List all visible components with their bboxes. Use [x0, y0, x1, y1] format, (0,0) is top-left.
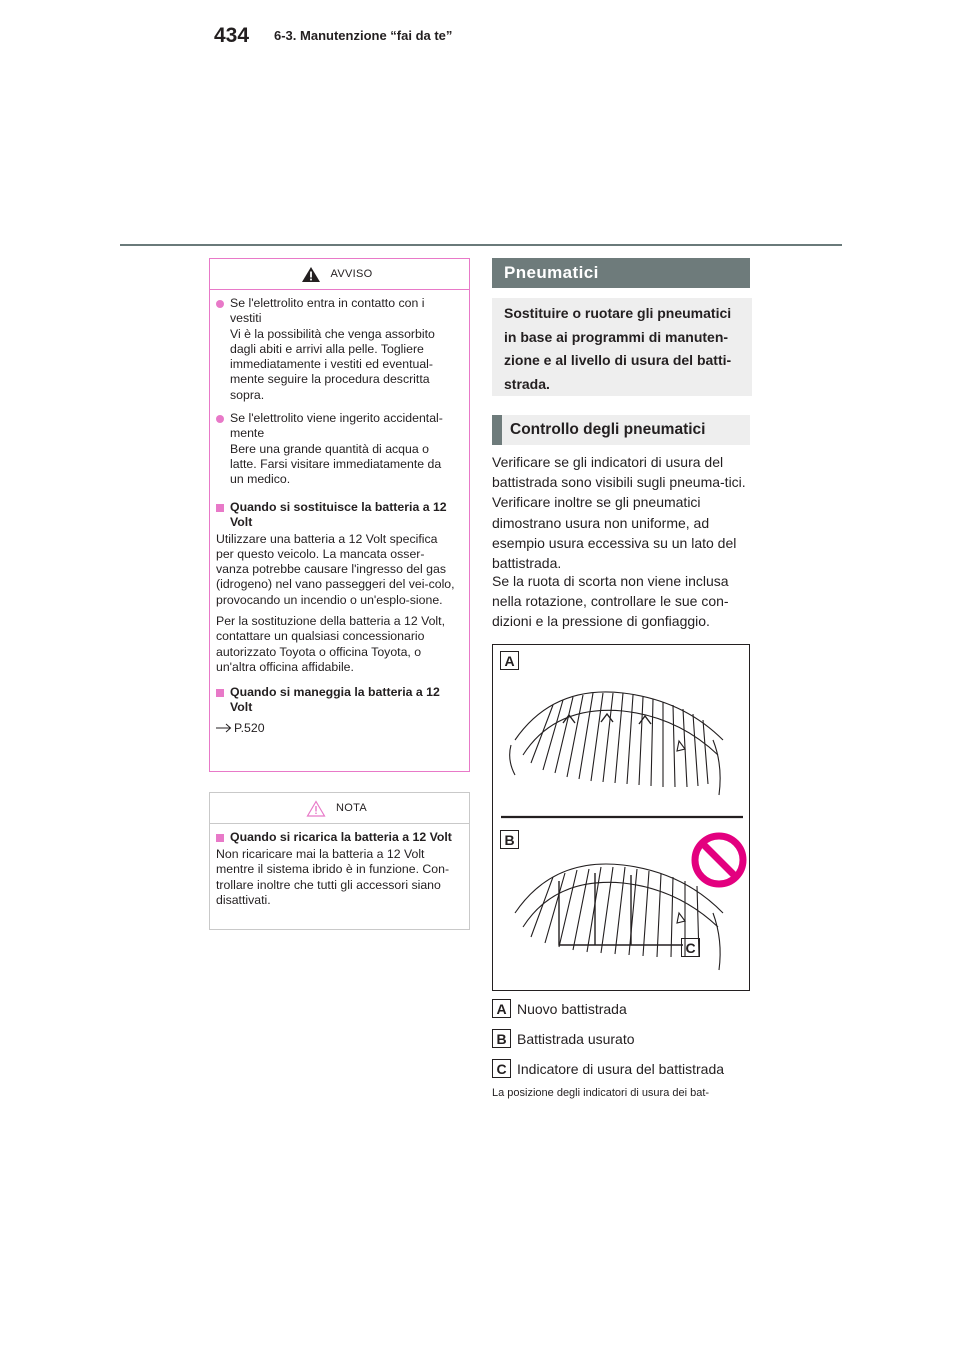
nota-divider [210, 823, 469, 824]
nota-box [209, 792, 470, 930]
section-heading: Quando si maneggia la batteria a 12 Volt [216, 685, 457, 715]
worn-tread-drawing [515, 864, 723, 970]
section-heading: Quando si sostituisce la batteria a 12 Volt [216, 500, 457, 530]
caution-outline-icon [306, 800, 326, 817]
legend-text: Nuovo battistrada [517, 1000, 627, 1017]
section-heading: Quando si ricarica la batteria a 12 Volt [216, 830, 457, 845]
summary-box: Sostituire o ruotare gli pneumatici in base ai programmi di manuten-zione e al livello di usura del batti-strada. [492, 298, 752, 396]
legend-key: A [492, 999, 511, 1018]
subsection-title: Controllo degli pneumatici [492, 415, 750, 445]
bullet-dot-icon [216, 415, 224, 423]
header-rule [120, 244, 842, 246]
tire-illustration [493, 645, 749, 990]
bullet-dot-icon [216, 300, 224, 308]
legend-item [492, 1029, 635, 1048]
nota-header [216, 793, 457, 823]
page-number: 434 [214, 24, 250, 47]
avviso-bullet [216, 411, 457, 487]
prohibited-icon [695, 836, 743, 884]
tire-wear-figure [492, 644, 750, 991]
section-square-icon [216, 504, 224, 512]
arrow-right-icon [216, 723, 232, 733]
figure-label: A [500, 651, 519, 670]
avviso-divider [210, 289, 469, 290]
legend-key: C [492, 1059, 511, 1078]
avviso-header [216, 259, 457, 289]
bullet-heading: Se l'elettrolito viene ingerito accidental-mente [230, 411, 443, 441]
legend-text: Indicatore di usura del battistrada [517, 1060, 725, 1077]
bullet-heading: Se l'elettrolito entra in contatto con i vestiti [230, 296, 425, 326]
chapter-title: 6-3. Manutenzione “fai da te” [274, 28, 453, 43]
section-paragraph: Per la sostituzione della batteria a 12 Volt, contattare un qualsiasi concessionario autorizzato Toyota o officina Toyota, o un'altra officina affidabile. [216, 614, 445, 674]
section-square-icon [216, 689, 224, 697]
legend-item [492, 1059, 724, 1078]
section-paragraph: Utilizzare una batteria a 12 Volt specifica per questo veicolo. La mancata osser-vanza potrebbe causare l'ingresso del gas (idrogeno) nel vano passeggeri del vei-colo, provocando un incendio o un'esplo-sione. [216, 531, 455, 607]
avviso-bullet [216, 296, 457, 403]
section-paragraph: Non ricaricare mai la batteria a 12 Volt mentre il sistema ibrido è in funzione. Con-trollare inoltre che tutti gli accessori siano disattivati. [216, 847, 450, 907]
avviso-title: AVVISO [330, 268, 373, 280]
bullet-text: Bere una grande quantità di acqua o latte. Farsi visitare immediatamente da un medico. [230, 441, 442, 487]
page-reference[interactable] [216, 721, 457, 735]
body-paragraph: Verificare se gli indicatori di usura del battistrada sono visibili sugli pneuma-tici. Verificare inoltre se gli pneumatici dimostrano usura non uniforme, ad esempio usura eccessiva su un lato del battistrada. [492, 454, 746, 572]
section-square-icon [216, 834, 224, 842]
avviso-box [209, 258, 470, 772]
reference-text[interactable]: P.520 [234, 721, 265, 736]
warning-triangle-icon [301, 266, 321, 283]
footnote: La posizione degli indicatori di usura dei bat- [492, 1087, 710, 1099]
nota-title: NOTA [336, 802, 367, 814]
bullet-text: Vi è la possibilità che venga assorbito dagli abiti e arrivi alla pelle. Togliere immediatamente i vestiti ed eventual-mente seguire la procedura descritta sopra. [230, 326, 435, 402]
body-paragraph: Se la ruota di scorta non viene inclusa nella rotazione, controllare le sue con-dizioni e la pressione di gonfiaggio. [492, 573, 729, 630]
new-tread-drawing [510, 692, 723, 795]
section-title: Pneumatici [492, 258, 750, 288]
figure-label: B [500, 830, 519, 849]
legend-item [492, 999, 627, 1018]
legend-text: Battistrada usurato [517, 1030, 635, 1047]
figure-label: C [681, 938, 700, 957]
legend-key: B [492, 1029, 511, 1048]
